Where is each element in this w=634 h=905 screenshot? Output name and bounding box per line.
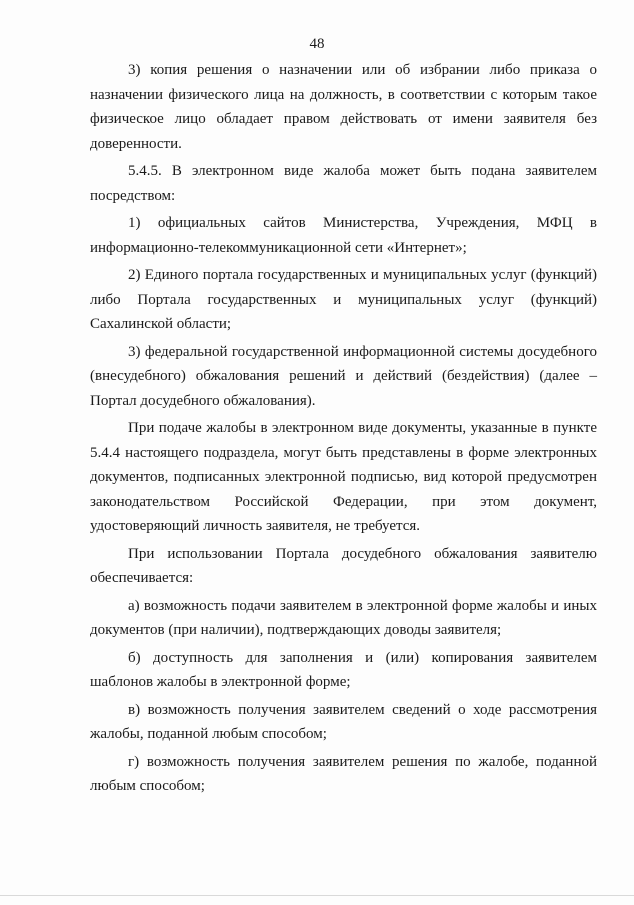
list-item-v: в) возможность получения заявителем сведений о ходе рассмотрения жалобы, поданной любым способом; <box>90 701 597 742</box>
list-item-unified-portal: 2) Единого портала государственных и муниципальных услуг (функций) либо Портала государственных и муниципальных услуг (функций) Сахалинской области; <box>90 267 597 332</box>
list-item-a: а) возможность подачи заявителем в электронной форме жалобы и иных документов (при наличии), подтверждающих доводы заявителя; <box>90 597 597 638</box>
paragraph-copy-of-decision: 3) копия решения о назначении или об избрании либо приказа о назначении физического лица на должность, в соответствии с которым такое физическое лицо обладает правом действовать от имени заявителя без доверенности. <box>90 62 597 152</box>
paragraph-electronic-documents: При подаче жалобы в электронном виде документы, указанные в пункте 5.4.4 настоящего подраздела, могут быть представлены в форме электронных документов, подписанных электронной подписью, вид которой предусмотрен законодательством Российской Федерации, при этом документ, удостоверяющий личность заявителя, не требуется. <box>90 420 597 534</box>
list-item-g: г) возможность получения заявителем решения по жалобе, поданной любым способом; <box>90 753 597 794</box>
paragraph-portal-usage: При использовании Портала досудебного обжалования заявителю обеспечивается: <box>90 545 597 586</box>
page-number: 48 <box>309 36 325 52</box>
list-item-b: б) доступность для заполнения и (или) копирования заявителем шаблонов жалобы в электронной форме; <box>90 649 597 690</box>
scan-edge-line <box>0 895 634 896</box>
list-item-federal-system: 3) федеральной государственной информационной системы досудебного (внесудебного) обжалования решений и действий (бездействия) (далее – Портал досудебного обжалования). <box>90 343 597 409</box>
list-item-official-sites: 1) официальных сайтов Министерства, Учреждения, МФЦ в информационно-телекоммуникационной сети «Интернет»; <box>90 215 597 256</box>
document-body <box>90 58 597 802</box>
paragraph-5-4-5: 5.4.5. В электронном виде жалоба может быть подана заявителем посредством: <box>90 163 597 204</box>
